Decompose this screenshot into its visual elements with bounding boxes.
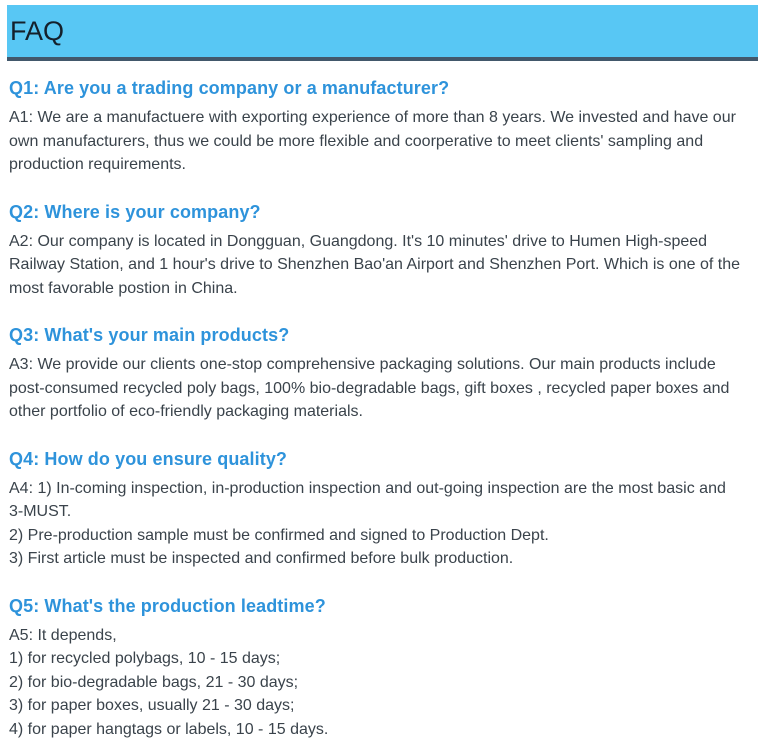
faq-item-q5 bbox=[9, 595, 741, 742]
answer-line: A5: It depends, bbox=[9, 626, 117, 644]
answer-line: 3) First article must be inspected and confirmed before bulk production. bbox=[9, 550, 514, 567]
faq-question: Q1: Are you a trading company or a manufacturer? bbox=[9, 78, 450, 98]
answer-line: A3: We provide our clients one-stop comprehensive packaging solutions. Our main products include post-consumed recycled poly bags, 100% bio-degradable bags, gift boxes , recycled paper boxes and other portfolio of eco-friendly packaging materials. bbox=[9, 356, 730, 420]
answer-line: 1) for recycled polybags, 10 - 15 days; bbox=[9, 650, 281, 667]
page-title: FAQ bbox=[10, 15, 65, 46]
answer-line: 4) for paper hangtags or labels, 10 - 15 days. bbox=[9, 720, 329, 738]
faq-question: Q3: What's your main products? bbox=[9, 325, 290, 345]
faq-answer bbox=[9, 477, 741, 571]
faq-item-q1 bbox=[9, 77, 741, 177]
answer-line: A1: We are a manufactuere with exporting experience of more than 8 years. We invested and have our own manufacturers, thus we could be more flexible and coorperative to meet clients' sampling and production requirements. bbox=[9, 109, 736, 173]
faq-answer bbox=[9, 624, 741, 742]
answer-line: A2: Our company is located in Dongguan, Guangdong. It's 10 minutes' drive to Humen High-speed Railway Station, and 1 hour's drive to Shenzhen Bao'an Airport and Shenzhen Port. Which is one of the most favorable postion in China. bbox=[9, 232, 740, 297]
faq-list bbox=[7, 77, 741, 741]
faq-item-q3 bbox=[9, 324, 741, 424]
faq-question: Q4: How do you ensure quality? bbox=[9, 448, 288, 469]
answer-line: 3) for paper boxes, usually 21 - 30 days; bbox=[9, 697, 295, 714]
answer-line: 2) Pre-production sample must be confirmed and signed to Production Dept. bbox=[9, 526, 549, 544]
faq-item-q2 bbox=[9, 201, 741, 301]
faq-item-q4 bbox=[9, 448, 741, 571]
faq-answer bbox=[9, 230, 741, 301]
answer-line: 2) for bio-degradable bags, 21 - 30 days; bbox=[9, 673, 299, 691]
faq-header-bar bbox=[7, 5, 758, 61]
answer-line: A4: 1) In-coming inspection, in-production inspection and out-going inspection are the most basic and 3-MUST. bbox=[9, 479, 726, 520]
faq-answer bbox=[9, 106, 741, 177]
faq-question: Q5: What's the production leadtime? bbox=[9, 595, 326, 616]
faq-answer bbox=[9, 353, 741, 424]
faq-question: Q2: Where is your company? bbox=[9, 201, 261, 222]
